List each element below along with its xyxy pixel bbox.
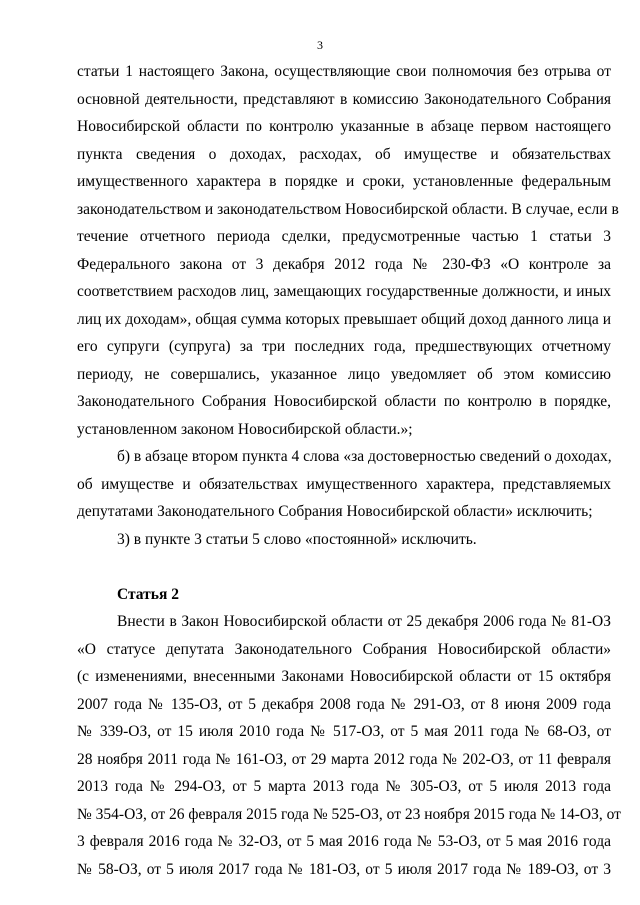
blank-line	[77, 553, 611, 581]
text-line: № 354-ОЗ, от 26 февраля 2015 года № 525-ОЗ, от 23 ноября 2015 года № 14-ОЗ, от	[77, 805, 621, 823]
text-line: 28 ноября 2011 года № 161-ОЗ, от 29 марта 2012 года № 202-ОЗ, от 11 февраля	[77, 750, 611, 768]
text-line: 3) в пункте 3 статьи 5 слово «постоянной» исключить.	[117, 530, 477, 548]
paragraph-item-3	[77, 526, 611, 554]
text-line: установленном законом Новосибирской области.»;	[77, 420, 413, 438]
text-line: пункта сведения о доходах, расходах, об имуществе и обязательствах	[77, 145, 611, 163]
text-line: периоду, не совершались, указанное лицо уведомляет об этом комиссию	[77, 365, 611, 383]
text-line: лиц их доходам», общая сумма которых превышает общий доход данного лица и	[77, 310, 611, 328]
text-line: б) в абзаце втором пункта 4 слова «за достоверностью сведений о доходах,	[117, 448, 612, 465]
text-line: статьи 1 настоящего Закона, осуществляющие свои полномочия без отрыва от	[77, 63, 611, 80]
text-line: 2013 года № 294-ОЗ, от 5 марта 2013 года № 305-ОЗ, от 5 июля 2013 года	[77, 778, 611, 795]
text-line: Новосибирской области по контролю указанные в абзаце первом настоящего	[77, 118, 611, 135]
page-number: 3	[317, 38, 323, 52]
text-line: течение отчетного периода сделки, предусмотренные частью 1 статьи 3	[77, 228, 611, 245]
text-line: депутатами Законодательного Собрания Новосибирской области» исключить;	[77, 503, 593, 520]
article-heading: Статья 2	[117, 585, 179, 603]
text-line: об имуществе и обязательствах имущественного характера, представляемых	[77, 475, 611, 493]
text-line: соответствием расходов лиц, замещающих государственные должности, и иных	[77, 283, 611, 300]
text-line: имущественного характера в порядке и сроки, установленные федеральным	[77, 173, 611, 190]
text-line: основной деятельности, представляют в комиссию Законодательного Собрания	[77, 90, 611, 108]
paragraph-continuation	[77, 58, 619, 443]
text-line: № 58-ОЗ, от 5 июля 2017 года № 181-ОЗ, от 5 июля 2017 года № 189-ОЗ, от 3	[77, 860, 611, 878]
text-line: законодательством и законодательством Новосибирской области. В случае, если в	[77, 200, 619, 218]
text-line: (с изменениями, внесенными Законами Новосибирской области от 15 октября	[77, 668, 611, 685]
text-line: «О статусе депутата Законодательного Собрания Новосибирской области»	[77, 640, 611, 658]
text-line: 2007 года № 135-ОЗ, от 5 декабря 2008 года № 291-ОЗ, от 8 июня 2009 года	[77, 695, 611, 713]
paragraph-subitem-b	[77, 443, 611, 526]
text-line: № 339-ОЗ, от 15 июля 2010 года № 517-ОЗ, от 5 мая 2011 года № 68-ОЗ, от	[77, 723, 611, 740]
text-line: его супруги (супруга) за три последних года, предшествующих отчетному	[77, 338, 611, 355]
text-line: Законодательного Собрания Новосибирской области по контролю в порядке,	[77, 393, 611, 410]
text-line: 3 февраля 2016 года № 32-ОЗ, от 5 мая 2016 года № 53-ОЗ, от 5 мая 2016 года	[77, 833, 611, 850]
document-body	[77, 58, 621, 883]
paragraph-article-2	[77, 608, 621, 883]
text-line: Федерального закона от 3 декабря 2012 года № 230-ФЗ «О контроле за	[77, 255, 611, 273]
text-line: Внести в Закон Новосибирской области от 25 декабря 2006 года № 81-ОЗ	[117, 613, 611, 630]
